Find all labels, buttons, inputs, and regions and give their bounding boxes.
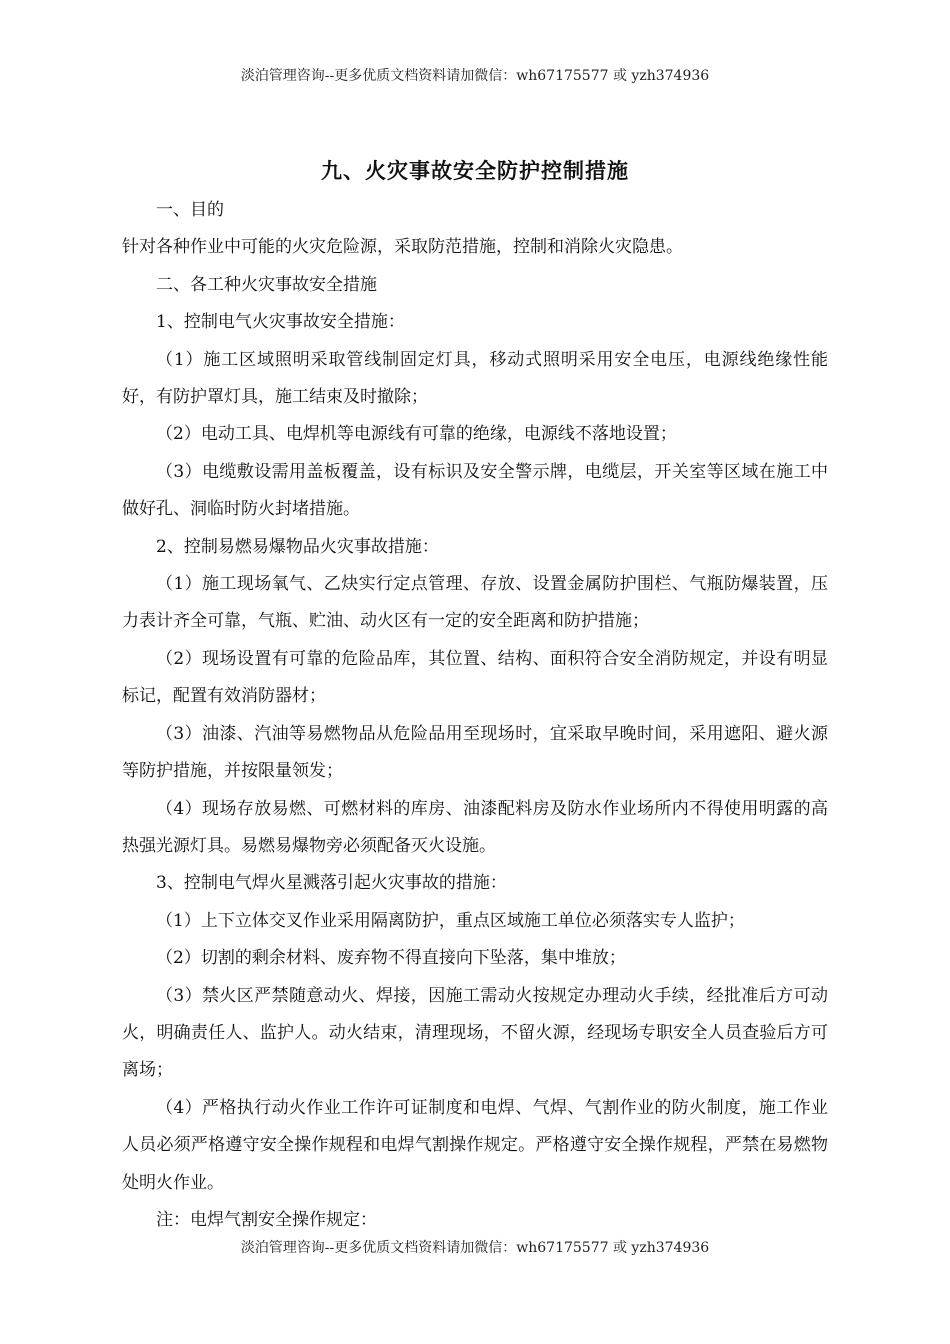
page-footer: 淡泊管理咨询--更多优质文档资料请加微信：wh67175577 或 yzh374936 bbox=[240, 1240, 710, 1256]
list-item: （2）切割的剩余材料、废弃物不得直接向下坠落，集中堆放； bbox=[156, 948, 626, 969]
list-item: （1）施工现场氧气、乙炔实行定点管理、存放、设置金属防护围栏、气瓶防爆装置，压力表计齐全可靠，气瓶、贮油、动火区有一定的安全距离和防护措施； bbox=[122, 574, 828, 632]
subsection-heading-electrical: 1、控制电气火灾事故安全措施： bbox=[156, 312, 405, 333]
list-item: （3）电缆敷设需用盖板覆盖，设有标识及安全警示牌，电缆层，开关室等区域在施工中做好孔、洞临时防火封堵措施。 bbox=[122, 461, 828, 520]
note-line: 注：电焊气割安全操作规定： bbox=[156, 1209, 377, 1230]
list-item: （3）禁火区严禁随意动火、焊接，因施工需动火按规定办理动火手续，经批准后方可动火，明确责任人、监护人。动火结束，清理现场，不留火源，经现场专职安全人员查验后方可离场； bbox=[122, 985, 828, 1081]
list-item: （4）现场存放易燃、可燃材料的库房、油漆配料房及防水作业场所内不得使用明露的高热强光源灯具。易燃易爆物旁必须配备灭火设施。 bbox=[122, 798, 828, 856]
document-title: 九、火灾事故安全防护控制措施 bbox=[321, 158, 629, 183]
subsection-heading-flammables: 2、控制易燃易爆物品火灾事故措施： bbox=[156, 536, 439, 557]
list-item: （3）油漆、汽油等易燃物品从危险品用至现场时，宜采取早晚时间，采用遮阳、避火源等防护措施，并按限量领发； bbox=[122, 723, 828, 782]
list-item: （1）上下立体交叉作业采用隔离防护，重点区域施工单位必须落实专人监护； bbox=[156, 910, 745, 931]
list-item: （2）现场设置有可靠的危险品库，其位置、结构、面积符合安全消防规定，并设有明显标记，配置有效消防器材； bbox=[122, 648, 828, 707]
section-heading-measures: 二、各工种火灾事故安全措施 bbox=[156, 274, 377, 295]
subsection-heading-welding: 3、控制电气焊火星溅落引起火灾事故的措施： bbox=[156, 873, 507, 894]
document-body bbox=[122, 192, 828, 1239]
list-item: （4）严格执行动火作业工作许可证制度和电焊、气焊、气割作业的防火制度，施工作业人员必须严格遵守安全操作规程和电焊气割操作规定。严格遵守安全操作规程，严禁在易燃物处明火作业。 bbox=[122, 1097, 828, 1193]
list-item: （2）电动工具、电焊机等电源线有可靠的绝缘，电源线不落地设置； bbox=[156, 424, 677, 445]
paragraph: 针对各种作业中可能的火灾危险源，采取防范措施，控制和消除火灾隐患。 bbox=[122, 237, 683, 258]
list-item: （1）施工区域照明采取管线制固定灯具，移动式照明采用安全电压，电源线绝缘性能好，有防护罩灯具，施工结束及时撤除； bbox=[122, 349, 828, 408]
page-header: 淡泊管理咨询--更多优质文档资料请加微信：wh67175577 或 yzh374936 bbox=[240, 68, 710, 84]
section-heading-purpose: 一、目的 bbox=[156, 200, 224, 220]
